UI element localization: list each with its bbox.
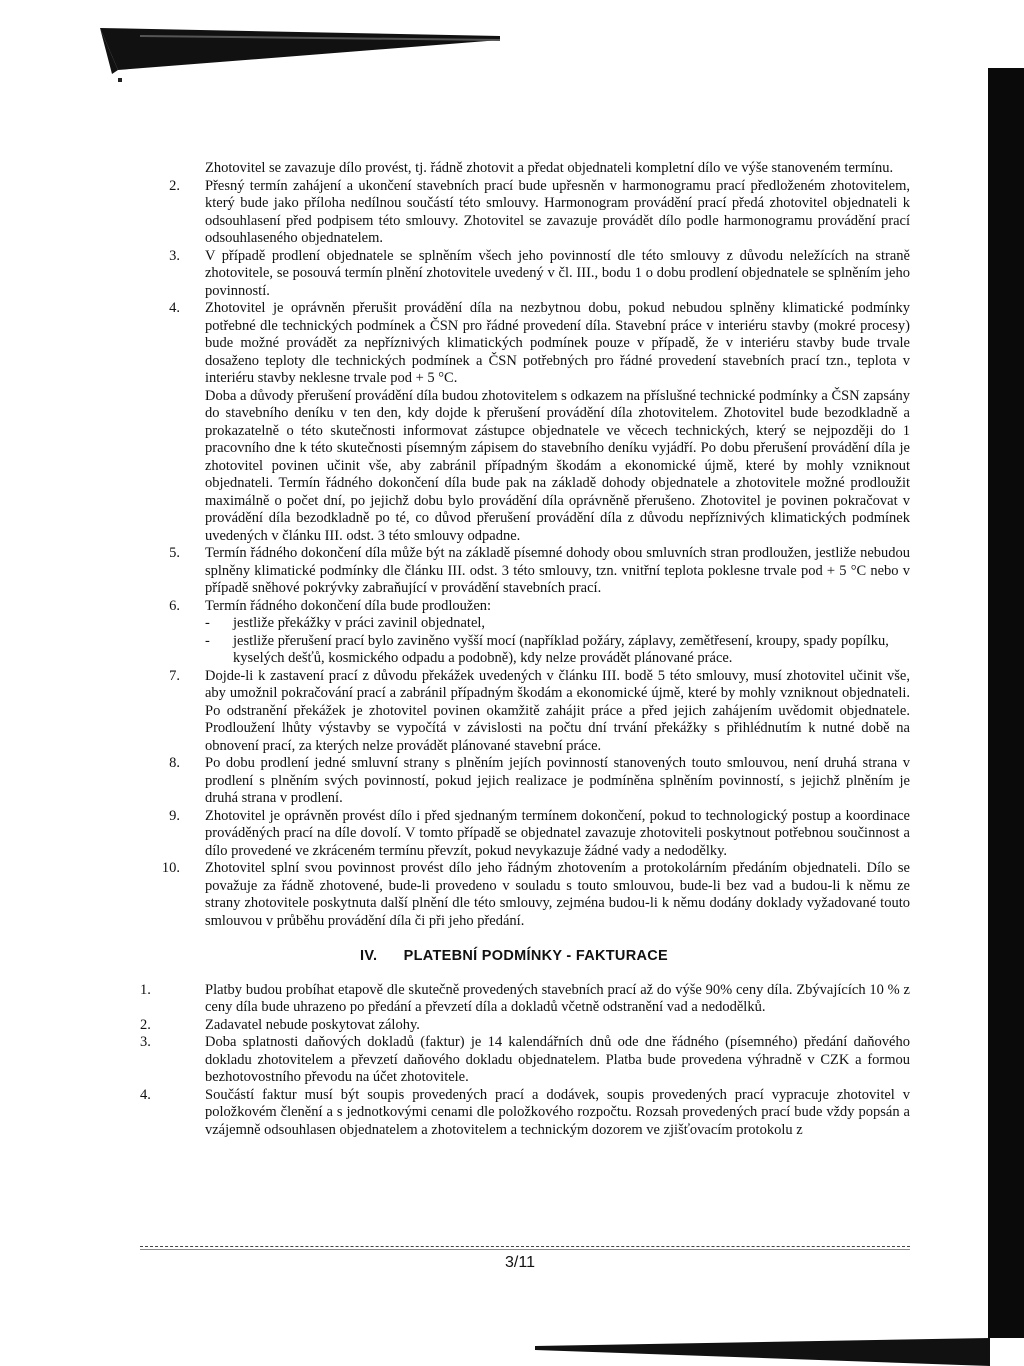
- dash-list-item: - jestliže přerušení prací bylo zaviněno vyšší mocí (například požáry, záplavy, zemětřesení, kroupy, spady popílku, kyselých dešťů, kosmického odpadu a podobně), kdy nelze provádět plánované práce.: [205, 633, 910, 668]
- item-number: 3.: [140, 1034, 151, 1050]
- item-number: 2.: [140, 1016, 151, 1033]
- item-number: 8.: [169, 755, 180, 771]
- list-item: [140, 1034, 910, 1087]
- item-number: 4.: [140, 1086, 151, 1103]
- section-heading: [360, 948, 910, 966]
- scan-artifact-right-edge: [988, 68, 1024, 1338]
- list-item: [140, 545, 910, 598]
- item-number: 4.: [169, 300, 180, 316]
- item-number: 1.: [140, 981, 151, 998]
- intro-paragraph: Zhotovitel se zavazuje dílo provést, tj. řádně zhotovit a předat objednateli kompletní dílo ve výše stanoveném termínu.: [205, 160, 894, 176]
- item-number: 5.: [169, 545, 180, 561]
- item-number: 9.: [169, 807, 180, 824]
- section-title: PLATEBNÍ PODMÍNKY - FAKTURACE: [403, 948, 668, 964]
- list-item: [140, 248, 910, 301]
- item-text: Termín řádného dokončení díla bude prodloužen:: [205, 597, 492, 614]
- item-text: Platby budou probíhat etapově dle skutečně provedených stavebních prací až do výše 90% ceny díla. Zbývajících 10 % z ceny díla bude uhrazeno po předání a převzetí díla a dokladů včetně odstranění vad a nedodělků.: [205, 981, 910, 1015]
- item-number: 10.: [161, 860, 180, 876]
- dash-list-item: - jestliže překážky v práci zavinil objednatel,: [205, 615, 910, 633]
- dash-list: [205, 615, 910, 668]
- section-4-list: [140, 982, 910, 1140]
- item-text: Zadavatel nebude poskytovat zálohy.: [205, 1016, 420, 1033]
- item-text: Dojde-li k zastavení prací z důvodu překážek uvedených v článku III. bodě 5 této smlouvy, musí zhotovitel učinit vše, aby umožnil pokračování prací a zabránil případným škodám a ekonomické újmě, které by mohly vzniknout objednateli. Po odstranění překážek je zhotovitel povinen okamžitě zahájit práce a před jejich zahájením uvědomit objednatele. Prodloužení lhůty výstavby se vypočítá v závislosti na počtu dní trvání překážky s přihlédnutím k nutné době na obnovení prací, za kterých nelze provádět plánované stavební práce.: [205, 667, 910, 754]
- item-number: 2.: [169, 177, 180, 194]
- scan-artifact-bottom-edge: [535, 1338, 990, 1366]
- item-number: 6.: [169, 597, 180, 614]
- section-number: IV.: [360, 948, 378, 964]
- section-3-list: [140, 178, 910, 931]
- list-item: [140, 860, 910, 930]
- footer-divider: [140, 1246, 910, 1247]
- scan-artifact-top-left: [0, 0, 520, 90]
- list-item: [140, 1017, 910, 1035]
- list-item: [140, 598, 910, 668]
- page-number: 3/11: [505, 1254, 535, 1271]
- list-item: [140, 755, 910, 808]
- list-item: [140, 808, 910, 861]
- item-text: Zhotovitel splní svou povinnost provést dílo jeho řádným zhotovením a protokolárním předáním objednateli. Dílo se považuje za řádně zhotovené, bude-li provedeno v souladu s touto smlouvou, bude-li bez vad a budou-li k němu ze strany zhotovitele poskytnuta další plnění dle této smlouvy, zejména budou-li k němu dodány doklady vyžadované touto smlouvou v průběhu provádění díla či při jeho předání.: [205, 860, 910, 929]
- list-item: [140, 668, 910, 756]
- item-text: Zhotovitel je oprávněn provést dílo i před sjednaným termínem dokončení, pokud to technologický postup a koordinace prováděných prací na díle dovolí. V tomto případě se objednatel zavazuje zhotoviteli poskytnout potřebnou součinnost a dílo provedené ve zkráceném termínu převzít, pokud nevykazuje žádné vady a nedodělky.: [205, 807, 910, 859]
- item-text: Doba splatnosti daňových dokladů (faktur) je 14 kalendářních dnů ode dne řádného (písemného) předání daňového dokladu zhotovitelem a převzetí daňového dokladu objednatelem. Platba bude provedena výhradně v CZK a formou bezhotovostního převodu na účet zhotovitele.: [205, 1034, 910, 1085]
- document-body: [140, 160, 910, 1139]
- item-text: Termín řádného dokončení díla může být na základě písemné dohody obou smluvních stran prodloužen, jestliže nebudou splněny klimatické podmínky dle článku III. odst. 3 této smlouvy, tzn. vnitřní teplota poklesne trvale pod + 5 °C nebo v případě sněhové pokrývky zabraňující v provádění stavebních prací.: [205, 545, 910, 596]
- item-text: Zhotovitel je oprávněn přerušit provádění díla na nezbytnou dobu, pokud nebudou splněny klimatické podmínky potřebné dle technických podmínek a ČSN pro řádné provedení díla. Stavební práce v interiéru stavby (mokré procesy) bude možné provádět za nepříznivých klimatických podmínek pouze v případě, že v interiéru stavby bude trvale dosaženo teploty dle technických podmínek a ČSN potřebných pro řádné provedení stavebních prací tzn., teplota v interiéru stavby neklesne trvale pod + 5 °C.: [205, 300, 910, 386]
- item-number: 3.: [169, 247, 180, 264]
- item-text-continued: Doba a důvody přerušení provádění díla budou zhotovitelem s odkazem na příslušné technické podmínky a ČSN zapsány do stavebního deníku v ten den, kdy dojde k přerušení provádění díla zhotovitelem. Zhotovitel bude bezodkladně a prokazatelně o této skutečnosti informovat zástupce objednatele ve věcech technických, který se nejpozději do 1 pracovního dne k této skutečnosti písemným zápisem do stavebního deníku vyjádří. Po dobu přerušení provádění díla je zhotovitel povinen učinit vše, aby zabránil případným škodám a ekonomické újmě, které by mohly vzniknout objednateli. Termín řádného dokončení díla bude pak na základě dohody objednatele a zhotovitele možné prodloužit maximálně o počet dní, po jejichž dobu bylo provádění díla oprávněně přerušeno. Zhotovitel je povinen pokračovat v provádění díla bezodkladně po té, co důvod přerušení provádění díla z důvodu nepříznivých klimatických podmínek uvedených v článku III. odst. 3 této smlouvy odpadne.: [205, 387, 910, 544]
- list-item: [140, 1087, 910, 1140]
- item-text: V případě prodlení objednatele se splněním všech jeho povinností dle této smlouvy z důvodu neležících na straně zhotovitele, se posouvá termín plnění zhotovitele uvedený v čl. III., bodu 1 o dobu prodlení objednatele se splněním jeho povinností.: [205, 247, 910, 299]
- list-item: [140, 982, 910, 1017]
- list-item: [140, 178, 910, 248]
- footer-divider: [140, 1249, 910, 1250]
- item-text: Součástí faktur musí být soupis provedených prací a dodávek, soupis provedených prací vypracuje zhotovitel v položkovém členění a s jednotkovými cenami dle položkového rozpočtu. Rozsah provedených prací bude vždy popsán a vzájemně odsouhlasen objednatelem a zhotovitelem a technickým dozorem ve zjišťovacím protokolu z: [205, 1086, 910, 1138]
- item-text: Přesný termín zahájení a ukončení stavebních prací bude upřesněn v harmonogramu prací předloženém zhotovitelem, který bude jako příloha nedílnou součástí této smlouvy. Harmonogram provádění prací předá zhotovitel objednateli k odsouhlasení před podpisem této smlouvy. Zhotovitel se zavazuje provádět dílo podle harmonogramu provádění prací odsouhlaseného objednatelem.: [205, 177, 910, 246]
- item-number: 7.: [169, 667, 180, 684]
- item-text: Po dobu prodlení jedné smluvní strany s plněním jejích povinností stanovených touto smlouvou, není druhá strana v prodlení s plněním svých povinností, pokud jejich realizace je podmíněna splněním povinností, s jejichž plněním je druhá strana v prodlení.: [205, 755, 910, 806]
- list-item: [140, 300, 910, 545]
